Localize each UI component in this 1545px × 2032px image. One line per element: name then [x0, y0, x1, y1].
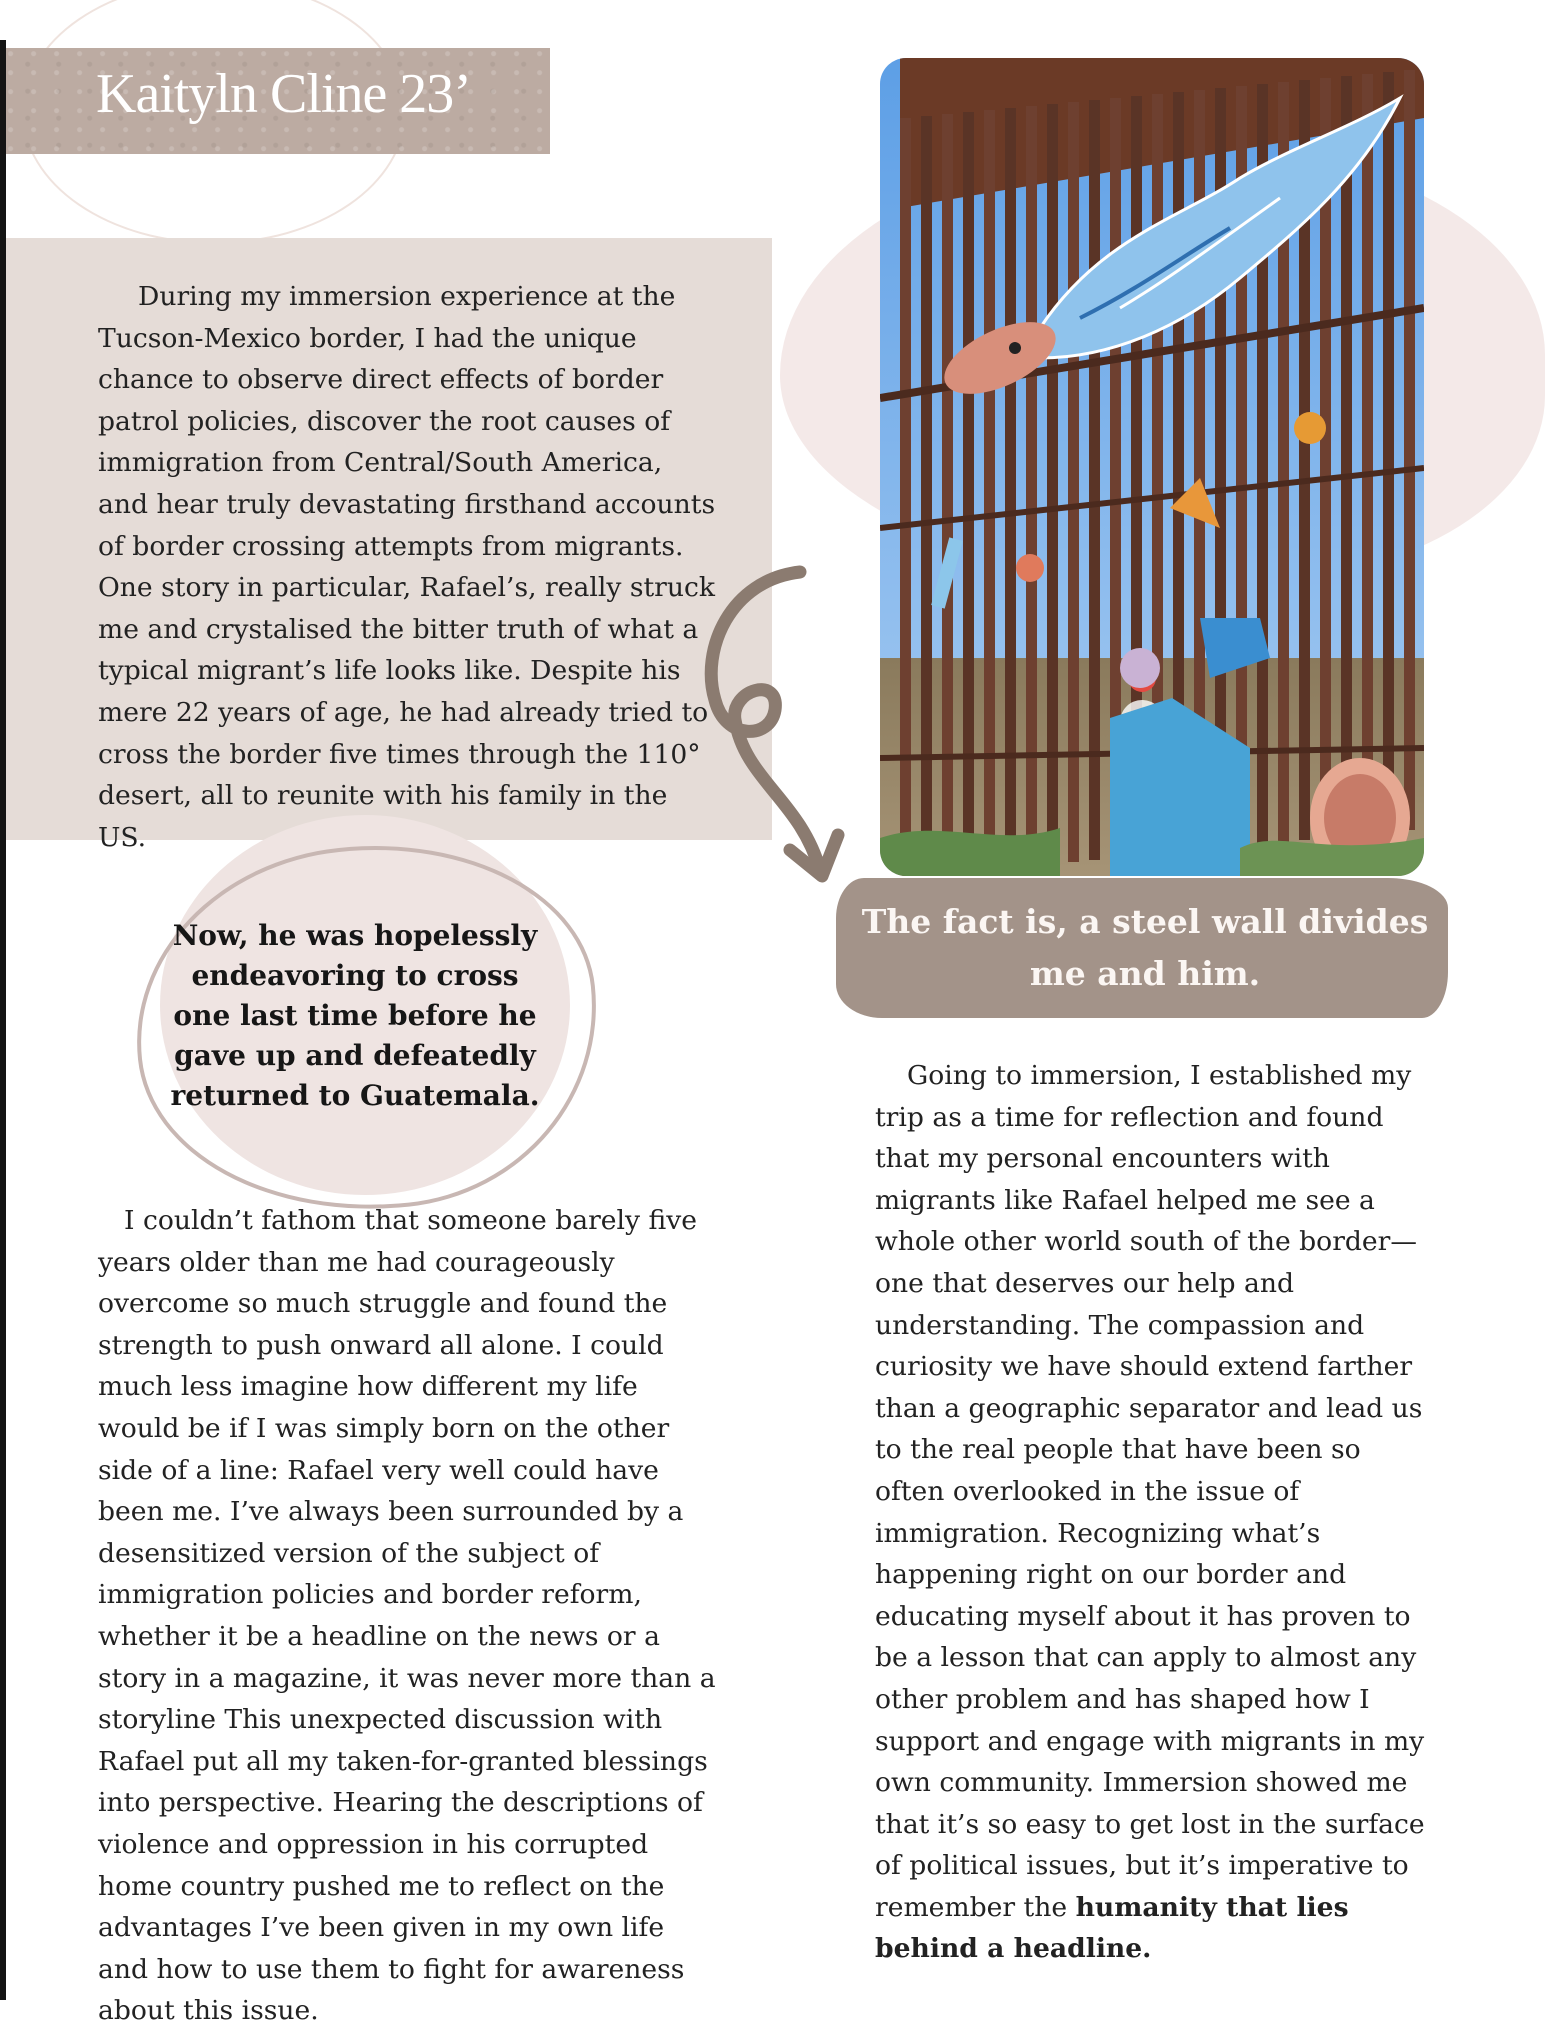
callout-text: The fact is, a steel wall divides me and him.	[861, 902, 1429, 993]
curved-arrow-icon	[690, 560, 860, 890]
border-wall-mural-photo	[880, 58, 1424, 876]
body-left-paragraph	[98, 1200, 718, 2032]
wall-slat	[921, 116, 932, 876]
pull-quote-text: Now, he was hopelessly endeavoring to cross one last time before he gave up and defeatedly returned to Guatemala.	[170, 919, 540, 1112]
wall-slat	[1047, 104, 1058, 864]
body-right-paragraph	[875, 1055, 1435, 1970]
intro-paragraph	[98, 276, 718, 858]
body-left-text: I couldn’t fathom that someone barely five years older than me had courageously overcome so much struggle and found the strength to push onward all alone. I could much less imagine how different my life would be if I was simply born on the other side of a line: Rafael very well could have been me. I’ve always been surrounded by a desensitized version of the subject of immigration policies and border reform, whether it be a headline on the news or a story in a magazine, it was never more than a storyline This unexpected discussion with Rafael put all my taken-for-granted blessings into perspective. Hearing the descriptions of violence and oppression in his corrupted home country pushed me to reflect on the advantages I’ve been given in my own life and how to use them to fight for awareness about this issue.	[98, 1205, 716, 2027]
border-wall-illustration	[880, 58, 1424, 876]
wall-slat	[942, 114, 953, 874]
wall-slat	[1362, 74, 1373, 834]
wall-slat	[1404, 70, 1415, 830]
body-right-text: Going to immersion, I established my trip as a time for reflection and found that my personal encounters with migrants like Rafael helped me see a whole other world south of the border—one that deserves our help and understanding. The compassion and curiosity we have should extend farther than a geographic separator and lead us to the real people that have been so often overlooked in the issue of immigration. Recognizing what’s happening right on our border and educating myself about it has proven to be a lesson that can apply to almost any other problem and has shaped how I support and engage with migrants in my own community. Immersion showed me that it’s so easy to get lost in the surface of political issues, but it’s imperative to remember the	[875, 1060, 1425, 1923]
wall-slat	[900, 118, 911, 876]
wall-slat	[1089, 100, 1100, 860]
intro-text: During my immersion experience at the Tucson-Mexico border, I had the unique chance to observe direct effects of border patrol policies, discover the root causes of immigration from Central/South America, and hear truly devastating firsthand accounts of border crossing attempts from migrants. One story in particular, Rafael’s, really struck me and crystalised the bitter truth of what a typical migrant’s life looks like. Despite his mere 22 years of age, he had already tried to cross the border five times through the 110° desert, all to reunite with his family in the US.	[98, 281, 716, 853]
wall-slat	[1068, 102, 1079, 862]
author-title: Kaityln Cline 23’	[96, 63, 471, 125]
wall-slat	[1383, 72, 1394, 832]
wall-slat	[1026, 106, 1037, 866]
wall-slat	[1341, 76, 1352, 836]
body-right-bold-ending: humanity that lies behind a headline.	[875, 1891, 1349, 1965]
